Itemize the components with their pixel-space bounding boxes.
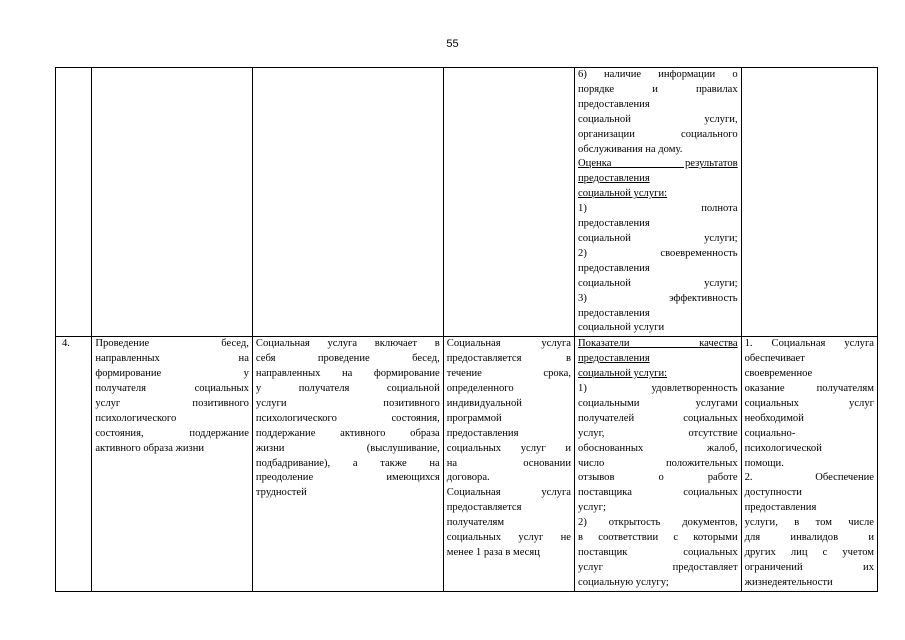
text-line: преодоление имеющихся xyxy=(255,472,440,484)
text-line: определенного xyxy=(446,383,514,395)
text-line: психологического состояния, xyxy=(255,412,440,424)
text-line: для инвалидов и xyxy=(744,532,874,544)
text-line: активного образа жизни xyxy=(95,442,205,454)
text-line: 1) полнота xyxy=(578,203,738,215)
text-line: получателей социальных xyxy=(578,412,738,424)
text-line: обоснованных жалоб, xyxy=(578,442,738,454)
text-line: получателям xyxy=(446,517,505,529)
text-line: подбадривание), а также на xyxy=(255,457,440,469)
services-table xyxy=(55,67,878,592)
service-description-text xyxy=(256,337,440,501)
text-line: на основании xyxy=(446,457,572,469)
text-line: ограничений их xyxy=(744,561,874,573)
text-line: себя проведение бесед, xyxy=(255,353,440,365)
text-line: Социальная услуга xyxy=(446,338,572,350)
text-line: социально- xyxy=(744,427,796,439)
text-line: предоставления xyxy=(578,98,650,110)
text-line: Проведение бесед, xyxy=(95,338,249,350)
cell-number: 4. xyxy=(56,337,92,591)
text-line: состояния, поддержание xyxy=(95,427,249,439)
text-line: предоставления xyxy=(744,502,817,514)
text-line: менее 1 раза в месяц xyxy=(446,547,540,558)
text-line: социальной услуги: xyxy=(578,368,668,380)
text-line: услуг, отсутствие xyxy=(578,427,738,439)
text-line: услуг; xyxy=(578,502,606,514)
text-line: в соответствии с которыми xyxy=(578,532,738,544)
text-line: помощи. xyxy=(744,457,784,469)
text-line: поддержание активного образа xyxy=(255,427,440,439)
text-line: 3) эффективность xyxy=(578,292,738,304)
text-line: трудностей xyxy=(255,487,307,499)
page-number: 55 xyxy=(446,38,459,50)
text-line: психологической xyxy=(744,442,822,454)
cell-conditions xyxy=(741,68,877,337)
text-line: предоставления xyxy=(578,173,650,185)
text-line: услуг предоставляет xyxy=(578,561,738,573)
text-line: индивидуальной xyxy=(446,397,522,409)
text-line: предоставления xyxy=(446,427,519,439)
cell-service-description xyxy=(252,68,443,337)
text-line: социальной услуги: xyxy=(578,188,668,200)
cell-service-name xyxy=(92,337,253,591)
text-line: социальными услугами xyxy=(578,397,738,409)
text-line: предоставляется в xyxy=(446,353,572,365)
text-line: программой xyxy=(446,412,502,424)
cell-conditions xyxy=(741,337,877,591)
text-line: своевременное xyxy=(744,368,813,380)
text-line: поставщика социальных xyxy=(578,487,738,499)
quality-info-text xyxy=(578,68,738,157)
cell-quality-indicators xyxy=(575,68,742,337)
text-line: 2. Обеспечение xyxy=(744,472,874,484)
text-line: направленных на xyxy=(95,353,249,365)
cell-service-name xyxy=(92,68,253,337)
text-line: Социальная услуга xyxy=(446,487,572,499)
cell-service-description xyxy=(252,337,443,591)
text-line: течение срока, xyxy=(446,368,572,380)
text-line: число положительных xyxy=(578,457,738,469)
text-line: 2) открытость документов, xyxy=(578,517,738,529)
text-line: предоставления xyxy=(578,262,650,274)
text-line: 1) удовлетворенность xyxy=(578,383,738,395)
service-name-text xyxy=(95,337,249,456)
text-line: социальной услуги; xyxy=(578,232,738,244)
text-line: других лиц с учетом xyxy=(744,547,874,558)
text-line: социальных услуг xyxy=(744,397,874,409)
text-line: договора. xyxy=(446,472,490,484)
text-line: 6) наличие информации о xyxy=(578,69,738,80)
text-line: обеспечивает xyxy=(744,353,805,365)
text-line: Оценка результатов xyxy=(578,158,738,170)
text-line: получателя социальных xyxy=(95,383,249,395)
evaluation-heading xyxy=(578,157,738,202)
text-line: направленных на формирование xyxy=(255,368,440,380)
text-line: социальной услуги; xyxy=(578,277,738,289)
text-line: у получателя социальной xyxy=(255,383,440,395)
text-line: социальных услуг и xyxy=(446,442,572,454)
text-line: социальной услуги xyxy=(578,322,665,334)
text-line: Социальная услуга включает в xyxy=(255,338,440,350)
text-line: необходимой xyxy=(744,412,804,424)
cell-quality-indicators xyxy=(575,337,742,591)
text-line: предоставления xyxy=(578,353,650,365)
cell-number xyxy=(56,68,92,337)
text-line: жизни (выслушивание, xyxy=(255,442,440,454)
text-line: организации социального xyxy=(578,128,738,140)
text-line: предоставления xyxy=(578,218,650,230)
cell-service-terms xyxy=(443,68,574,337)
quality-indicators-text xyxy=(578,382,738,591)
text-line: поставщик социальных xyxy=(578,547,738,558)
text-line: социальной услуги, xyxy=(578,113,738,125)
quality-heading xyxy=(578,337,738,382)
text-line: обслуживания на дому. xyxy=(578,143,683,155)
text-line: Показатели качества xyxy=(578,338,738,350)
text-line: доступности xyxy=(744,487,802,499)
text-line: социальную услугу; xyxy=(578,576,669,588)
table-row-continuation xyxy=(56,68,878,337)
text-line: услуг позитивного xyxy=(95,397,249,409)
cell-service-terms xyxy=(443,337,574,591)
text-line: предоставления xyxy=(578,307,650,319)
text-line: услуги, в том числе xyxy=(744,517,874,529)
text-line: оказание получателям xyxy=(744,383,874,395)
text-line: формирование у xyxy=(95,368,249,380)
text-line: порядке и правилах xyxy=(578,83,738,95)
text-line: 1. Социальная услуга xyxy=(744,338,874,350)
table-row-service-4 xyxy=(56,337,878,591)
text-line: социальных услуг не xyxy=(446,532,572,544)
text-line: услуги позитивного xyxy=(255,397,440,409)
text-line: отзывов о работе xyxy=(578,472,738,484)
service-terms-text xyxy=(447,337,571,561)
text-line: психологического xyxy=(95,412,177,424)
conditions-text xyxy=(745,337,874,590)
text-line: жизнедеятельности xyxy=(744,576,833,588)
evaluation-criteria xyxy=(578,202,738,336)
text-line: 2) своевременность xyxy=(578,247,738,259)
text-line: предоставляется xyxy=(446,502,522,514)
